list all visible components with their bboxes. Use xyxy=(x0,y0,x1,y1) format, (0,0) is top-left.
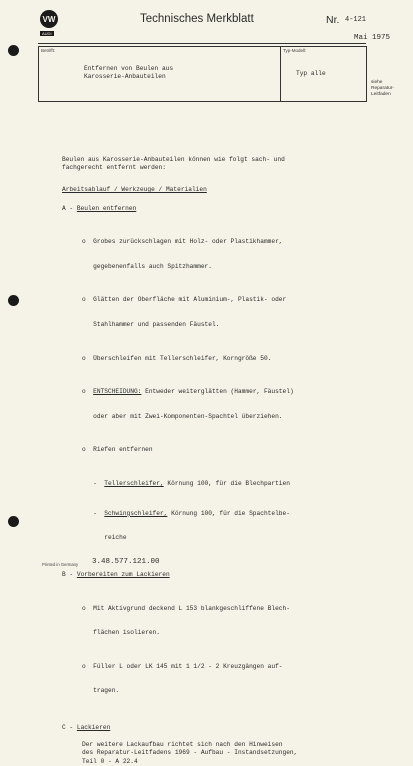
list-item: o Füller L oder LK 145 mit 1 1/2 - 2 Kreuzgängen auf- xyxy=(82,662,283,670)
section-prefix: A - xyxy=(62,204,77,212)
list-item-cont: flächen isolieren. xyxy=(82,629,160,637)
reference-note xyxy=(371,80,394,98)
document-body xyxy=(62,156,362,766)
dash: - xyxy=(82,480,105,488)
bullet: o xyxy=(82,388,94,396)
vw-logo: VW xyxy=(40,10,58,28)
tool-detail: Körnung 100, für die Blechpartien xyxy=(163,480,290,488)
section-title: Lackieren xyxy=(76,723,111,731)
punch-hole-middle xyxy=(8,295,19,306)
list-item-cont: gegebenenfalls auch Spitzhammer. xyxy=(82,262,212,270)
section-c-title xyxy=(62,724,362,732)
intro-line: fachgerecht entfernt werden: xyxy=(62,164,166,172)
tool-detail: Körnung 100, für die Spachtelbe- xyxy=(167,509,290,517)
reference-line: Leitfaden xyxy=(371,92,391,97)
list-item-cont: tragen. xyxy=(82,687,120,695)
section-heading: Arbeitsablauf / Werkzeuge / Materialien xyxy=(62,186,207,194)
nr-label: Nr. xyxy=(326,14,340,26)
sub-list-item-cont: reiche xyxy=(82,534,127,542)
tool-name: Schwingschleifer, xyxy=(104,509,168,517)
list-item: o Überschleifen mit Tellerschleifer, Korngröße 50. xyxy=(82,354,272,362)
section-b-list xyxy=(82,588,362,712)
punch-hole-bottom xyxy=(8,516,19,527)
decision-text: Entweder weiterglätten (Hammer, Fäustel) xyxy=(141,388,294,396)
section-title: Beulen entfernen xyxy=(76,204,137,212)
betreff-line: Karosserie-Anbauteilen xyxy=(84,73,166,80)
list-item: o Grobes zurückschlagen mit Holz- oder Plastikhammer, xyxy=(82,238,283,246)
header-divider xyxy=(38,43,366,44)
tool-name: Tellerschleifer, xyxy=(104,480,164,488)
typ-value: Typ alle xyxy=(296,70,326,77)
document-date: Mai 1975 xyxy=(354,34,391,42)
betreff-label: Betrifft: xyxy=(41,48,56,53)
dash: - xyxy=(82,509,105,517)
section-prefix: B - xyxy=(62,570,77,578)
typ-label: Typ-Modell: xyxy=(283,48,307,53)
section-a-title xyxy=(62,205,362,213)
section-b-title xyxy=(62,571,362,579)
punch-hole-top xyxy=(8,45,19,56)
paragraph-line: des Reparatur-Leitfadens 1969 - Aufbau - Instandsetzungen, xyxy=(82,749,298,757)
intro-line: Beulen aus Karosserie-Anbauteilen können wie folgt sach- und xyxy=(62,156,285,163)
list-item-cont: Stahlhammer und passenden Fäustel. xyxy=(82,321,220,329)
list-item: o Glätten der Oberfläche mit Aluminium-, Plastik- oder xyxy=(82,296,287,304)
sub-list-item xyxy=(82,510,362,518)
list-item: o Mit Aktivgrund deckend L 153 blankgeschliffene Blech- xyxy=(82,604,290,612)
betreff-text xyxy=(84,65,173,81)
audi-logo: AUDI xyxy=(42,31,52,36)
reference-line: Reparatur- xyxy=(371,86,394,91)
footer-label: Printed in Germany xyxy=(42,562,79,567)
list-item: o Riefen entfernen xyxy=(82,446,153,454)
list-item xyxy=(82,388,362,396)
betreff-line: Entfernen von Beulen aus xyxy=(84,65,174,72)
reference-line: siehe xyxy=(371,80,383,85)
document-title: Technisches Merkblatt xyxy=(140,13,254,25)
section-a-list xyxy=(82,222,362,559)
footer-part-number: 3.48.577.121.00 xyxy=(92,558,160,566)
section-prefix: C - xyxy=(62,723,77,731)
list-item-cont: oder aber mit Zwei-Komponenten-Spachtel überziehen. xyxy=(82,412,283,420)
sub-list-item xyxy=(82,480,362,488)
paragraph-line: Teil 0 - A 22.4 xyxy=(82,757,138,765)
decision-label: ENTSCHEIDUNG: xyxy=(93,388,142,396)
section-c-text xyxy=(82,741,362,766)
paragraph-line: Der weitere Lackaufbau richtet sich nach den Hinweisen xyxy=(82,741,283,749)
nr-value: 4-121 xyxy=(345,16,367,24)
section-title: Vorbereiten zum Lackieren xyxy=(76,570,170,578)
